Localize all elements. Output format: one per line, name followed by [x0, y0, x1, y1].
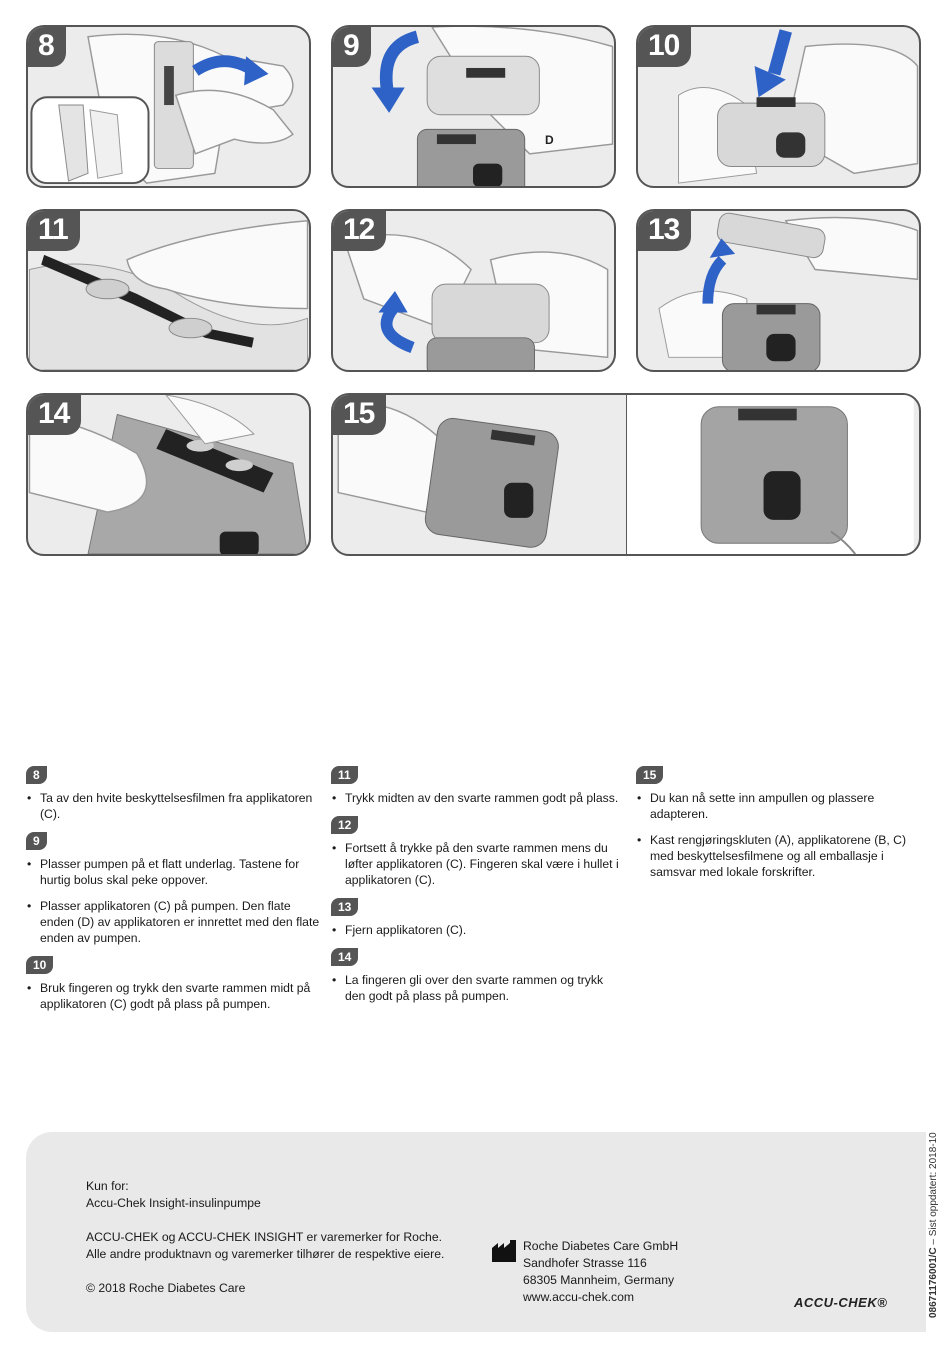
instruction-item: • Fortsett å trykke på den svarte rammen mens du løfter applikatoren (C). Fingeren skal være i hullet i applikatoren (C).: [331, 840, 626, 888]
instruction-item: • La fingeren gli over den svarte rammen og trykk den godt på plass på pumpen.: [331, 972, 626, 1004]
accu-chek-logo: ACCU-CHEK®: [794, 1295, 888, 1310]
step-number: 13: [331, 898, 358, 916]
step-8-illustration: [26, 25, 311, 188]
footer-notes: [86, 1178, 444, 1297]
step-number-badge: 15: [331, 393, 386, 435]
instruction-item: • Plasser pumpen på et flatt underlag. Tastene for hurtig bolus skal peke oppover.: [26, 856, 321, 888]
step-9-illustration: [331, 25, 616, 188]
instruction-item: • Bruk fingeren og trykk den svarte rammen midt på applikatoren (C) godt på plass på pumpen.: [26, 980, 321, 1012]
street: Sandhofer Strasse 116: [523, 1256, 647, 1270]
step-number-badge: 12: [331, 209, 386, 251]
step-number: 9: [26, 832, 47, 850]
step-number-badge: 8: [26, 25, 66, 67]
trademark-line-1: ACCU-CHEK og ACCU-CHEK INSIGHT er varemerker for Roche.: [86, 1230, 443, 1244]
step-12-illustration: [331, 209, 616, 372]
kun-for-label: Kun for:: [86, 1179, 129, 1193]
step-14-illustration: [26, 393, 311, 556]
step-number: 10: [26, 956, 53, 974]
applicator-flat-end-label: D: [545, 133, 554, 147]
hand-peeling-film-image: [28, 27, 309, 186]
step-number-badge: 14: [26, 393, 81, 435]
step-number: 14: [331, 948, 358, 966]
step-number: 12: [331, 816, 358, 834]
copyright: © 2018 Roche Diabetes Care: [86, 1281, 246, 1295]
footer-panel: [26, 1132, 926, 1332]
instruction-item: • Ta av den hvite beskyttelsesfilmen fra applikatoren (C).: [26, 790, 321, 822]
step-10-illustration: [636, 25, 921, 188]
manufacturer-address: [523, 1238, 678, 1306]
instruction-item: • Kast rengjøringskluten (A), applikatorene (B, C) med beskyttelsesfilmene og all emballasje i samsvar med lokale forskrifter.: [636, 832, 931, 880]
manufacturer-factory-icon: [492, 1240, 516, 1262]
instruction-item: • Fjern applikatoren (C).: [331, 922, 626, 938]
step-13-illustration: [636, 209, 921, 372]
applicator-placement-image: [333, 27, 614, 186]
trademark-line-2: Alle andre produktnavn og varemerker tilhører de respektive eiere.: [86, 1247, 445, 1261]
document-number: 08671176001/C: [928, 1247, 939, 1318]
step-number: 8: [26, 766, 47, 784]
instruction-item: • Du kan nå sette inn ampullen og plassere adapteren.: [636, 790, 931, 822]
step-number-badge: 10: [636, 25, 691, 67]
step-number-badge: 9: [331, 25, 371, 67]
instruction-item: • Plasser applikatoren (C) på pumpen. Den flate enden (D) av applikatoren er innrettet med den flate enden av pumpen.: [26, 898, 321, 946]
instruction-item: • Trykk midten av den svarte rammen godt på plass.: [331, 790, 626, 806]
instructions-column-1: [26, 766, 321, 1022]
step-number: 15: [636, 766, 663, 784]
step-number: 11: [331, 766, 358, 784]
document-id-vertical: [928, 1132, 939, 1318]
step-15-illustration: [331, 393, 921, 556]
update-date: – Sist oppdatert: 2018-10: [928, 1132, 939, 1248]
pump-ready-image: [333, 395, 919, 554]
product-name: Accu-Chek Insight-insulinpumpe: [86, 1196, 261, 1210]
instructions-column-2: [331, 766, 626, 1014]
company-name: Roche Diabetes Care GmbH: [523, 1239, 679, 1253]
step-11-illustration: [26, 209, 311, 372]
step-number-badge: 13: [636, 209, 691, 251]
website-link[interactable]: www.accu-chek.com: [523, 1290, 635, 1304]
instructions-column-3: [636, 766, 931, 890]
city: 68305 Mannheim, Germany: [523, 1273, 675, 1287]
step-number-badge: 11: [26, 209, 80, 251]
